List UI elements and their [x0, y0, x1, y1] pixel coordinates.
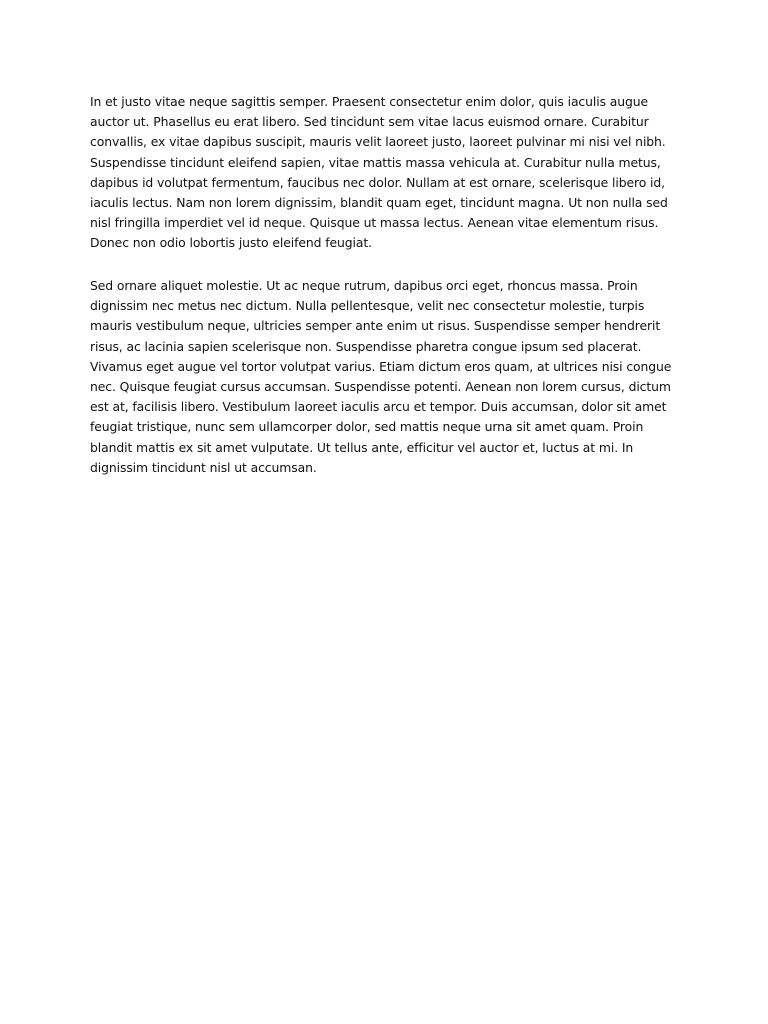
paragraph-2: Sed ornare aliquet molestie. Ut ac neque rutrum, dapibus orci eget, rhoncus massa. Proin dignissim nec metus nec dictum. Nulla pellentesque, velit nec consectetur molestie, turpis mauris vestibulum neque, ultricies semper ante enim ut risus. Suspendisse semper hendrerit risus, ac lacinia sapien scelerisque non. Suspendisse pharetra congue ipsum sed placerat. Vivamus eget augue vel tortor volutpat varius. Etiam dictum eros quam, at ultrices nisi congue nec. Quisque feugiat cursus accumsan. Suspendisse potenti. Aenean non lorem cursus, dictum est at, facilisis libero. Vestibulum laoreet iaculis arcu et tempor. Duis accumsan, dolor sit amet feugiat tristique, nunc sem ullamcorper dolor, sed mattis neque urna sit amet quam. Proin blandit mattis ex sit amet vulputate. Ut tellus ante, efficitur vel auctor et, luctus at mi. In dignissim tincidunt nisl ut accumsan.: [90, 278, 672, 475]
paragraph-1: In et justo vitae neque sagittis semper. Praesent consectetur enim dolor, quis iaculis augue auctor ut. Phasellus eu erat libero. Sed tincidunt sem vitae lacus euismod ornare. Curabitur convallis, ex vitae dapibus suscipit, mauris velit laoreet justo, laoreet pulvinar mi nisi vel nibh. Suspendisse tincidunt eleifend sapien, vitae mattis massa vehicula at. Curabitur nulla metus, dapibus id volutpat fermentum, faucibus nec dolor. Nullam at est ornare, scelerisque libero id, iaculis lectus. Nam non lorem dignissim, blandit quam eget, tincidunt magna. Ut non nulla sed nisl fringilla imperdiet vel id neque. Quisque ut massa lectus. Aenean vitae elementum risus. Donec non odio lobortis justo eleifend feugiat.: [90, 94, 668, 251]
